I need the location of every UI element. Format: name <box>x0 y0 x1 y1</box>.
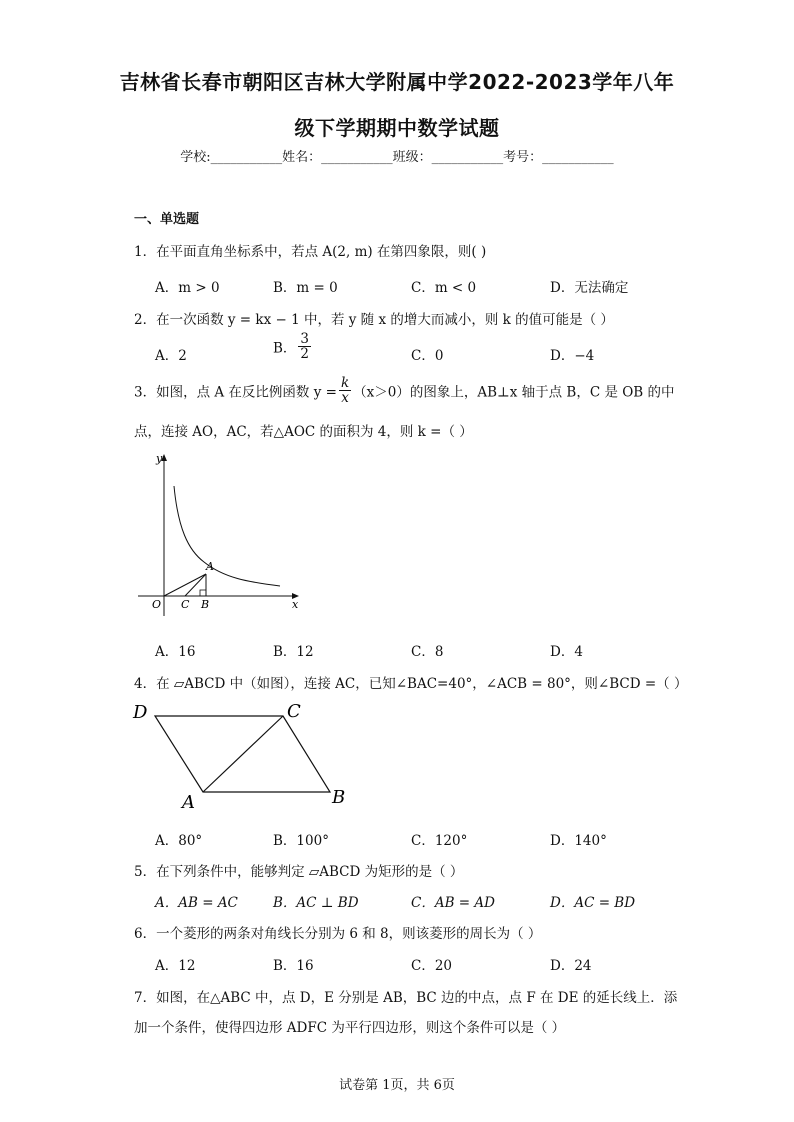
q3-option-b: B．12 <box>273 644 314 660</box>
label-o: O <box>152 598 162 611</box>
fraction-denominator: 2 <box>300 346 310 363</box>
fraction-denominator: x <box>341 390 349 407</box>
fraction-numerator: 3 <box>300 331 310 347</box>
q3-option-d: D．4 <box>550 644 583 660</box>
q6-option-c: C．20 <box>411 958 453 974</box>
q3-stem-part-b: （x＞0）的图象上，AB⊥x 轴于点 B，C 是 OB 的中 <box>353 384 675 401</box>
question-7-stem-line1: 7．如图，在△ABC 中，点 D，E 分别是 AB，BC 边的中点，点 F 在 DE 的延长线上．添 <box>134 990 678 1006</box>
question-6-stem: 6．一个菱形的两条对角线长分别为 6 和 8，则该菱形的周长为（ ） <box>134 926 542 942</box>
diagonal-ac <box>203 716 283 792</box>
q4-option-b: B．100° <box>273 833 329 849</box>
q2-option-b <box>273 332 313 361</box>
q2-option-a: A．2 <box>155 348 187 364</box>
q2-option-b-fraction <box>298 332 311 361</box>
question-1-stem: 1．在平面直角坐标系中，若点 A(2, m) 在第四象限，则( ) <box>134 244 487 260</box>
label-x: x <box>292 598 299 611</box>
fraction-numerator: k <box>340 375 350 391</box>
label-c: C <box>287 701 301 722</box>
q6-option-d: D．24 <box>550 958 592 974</box>
q3-stem-fraction <box>339 376 351 405</box>
label-b: B <box>332 787 346 808</box>
label-y: y <box>156 452 163 465</box>
question-3-stem-line2: 点，连接 AO，AC，若△AOC 的面积为 4，则 k =（ ） <box>134 424 473 440</box>
q2-option-d: D．−4 <box>550 348 595 364</box>
q2-option-c: C．0 <box>411 348 444 364</box>
exam-title-line1: 吉林省长春市朝阳区吉林大学附属中学2022-2023学年八年 <box>119 70 675 94</box>
q6-option-a: A．12 <box>155 958 196 974</box>
question-4-stem: 4．在 ▱ABCD 中（如图），连接 AC，已知∠BAC=40°，∠ACB = 80°，则∠BCD =（ ） <box>134 676 688 692</box>
label-a: A <box>182 792 195 812</box>
q3-hyperbola-figure <box>130 448 320 628</box>
q3-option-a: A．16 <box>155 644 196 660</box>
q4-option-c: C．120° <box>411 833 468 849</box>
q4-option-d: D．140° <box>550 833 607 849</box>
hyperbola-curve <box>174 486 280 586</box>
question-5-stem: 5．在下列条件中，能够判定 ▱ABCD 为矩形的是（ ） <box>134 864 464 880</box>
q5-option-c: C．AB = AD <box>411 895 495 911</box>
question-7-stem-line2: 加一个条件，使得四边形 ADFC 为平行四边形，则这个条件可以是（ ） <box>134 1020 566 1036</box>
q1-option-d: D．无法确定 <box>550 280 629 296</box>
q1-option-b: B．m = 0 <box>273 280 338 296</box>
right-angle-mark <box>200 590 206 596</box>
q3-option-c: C．8 <box>411 644 444 660</box>
exam-title-line2: 级下学期期中数学试题 <box>294 116 500 140</box>
label-d: D <box>133 702 148 723</box>
q6-option-b: B．16 <box>273 958 314 974</box>
q5-option-d: D．AC = BD <box>550 895 636 911</box>
q4-parallelogram-figure <box>126 696 356 812</box>
q5-option-b: B．AC ⊥ BD <box>273 895 359 911</box>
segment-ac <box>185 574 206 596</box>
q1-option-a: A．m > 0 <box>155 280 220 296</box>
question-2-stem: 2．在一次函数 y = kx − 1 中，若 y 随 x 的增大而减小，则 k 的值可能是（ ） <box>134 312 614 328</box>
page-footer: 试卷第 1页，共 6页 <box>339 1078 455 1093</box>
question-3-stem-line1 <box>134 376 675 405</box>
q5-option-a: A．AB = AC <box>155 895 238 911</box>
student-info-line: 学校:___________姓名：___________班级：___________考号：___________ <box>180 150 614 165</box>
q1-option-c: C．m < 0 <box>411 280 477 296</box>
section-heading: 一、单选题 <box>134 212 200 227</box>
q2-option-b-letter: B． <box>273 340 297 357</box>
q3-stem-part-a: 3．如图，点 A 在反比例函数 y = <box>134 384 337 401</box>
label-c: C <box>181 598 190 611</box>
label-b: B <box>201 598 210 611</box>
label-a: A <box>206 560 214 573</box>
q4-option-a: A．80° <box>155 833 203 849</box>
